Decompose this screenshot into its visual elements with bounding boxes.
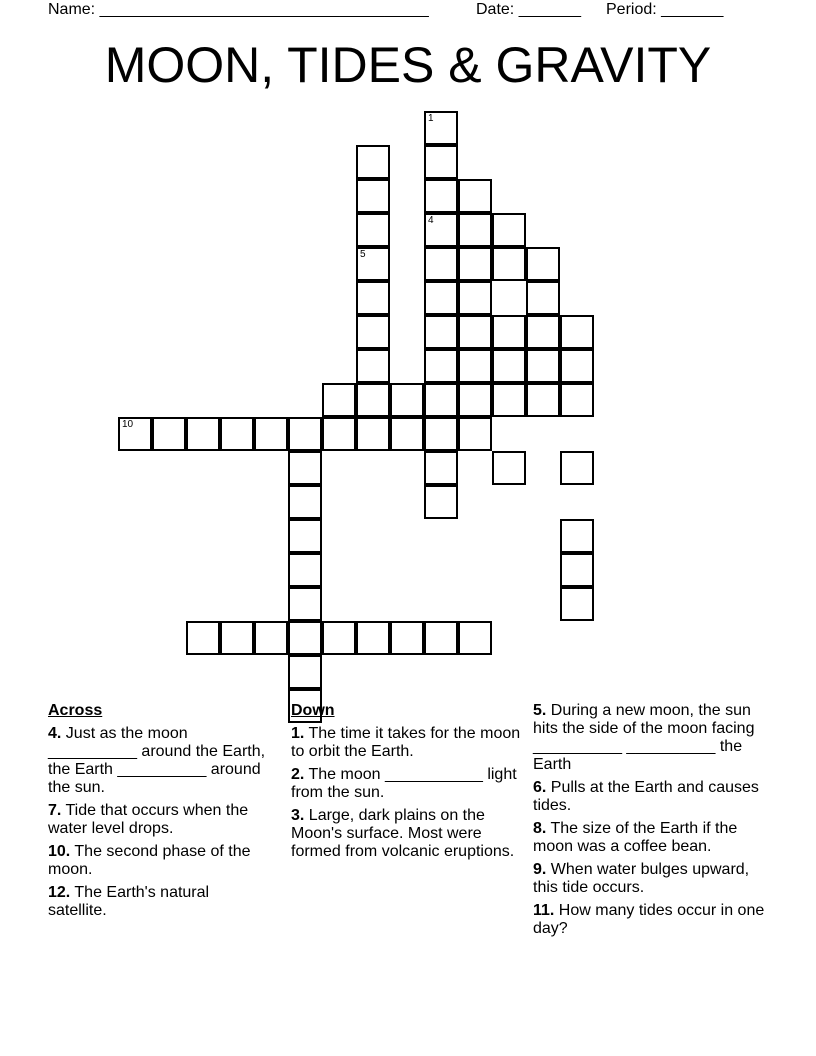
clue-number-label: 12. [48,884,71,901]
clue-number: 1 [428,112,434,124]
clue-item [291,766,523,802]
across-clues [48,702,270,925]
crossword-cell[interactable] [152,417,186,451]
crossword-cell[interactable] [492,451,526,485]
crossword-cell[interactable] [492,213,526,247]
clue-text: The size of the Earth if the moon was a coffee bean. [533,820,738,855]
crossword-cell[interactable] [356,621,390,655]
down-clues-continued [533,702,765,943]
clue-number-label: 4. [48,725,62,742]
crossword-cell[interactable] [424,281,458,315]
crossword-cell[interactable] [288,553,322,587]
period-field-label: Period: _______ [606,1,724,18]
crossword-cell[interactable] [424,179,458,213]
crossword-cell[interactable] [322,417,356,451]
crossword-cell[interactable] [526,315,560,349]
crossword-cell[interactable] [560,451,594,485]
crossword-cell[interactable] [424,315,458,349]
crossword-cell[interactable] [526,281,560,315]
crossword-cell[interactable] [458,315,492,349]
crossword-cell[interactable] [356,281,390,315]
name-field-label: Name: _____________________________________ [48,1,429,18]
crossword-cell[interactable] [560,383,594,417]
clue-number-label: 5. [533,702,547,719]
crossword-cell[interactable] [390,621,424,655]
crossword-cell[interactable] [458,383,492,417]
crossword-cell[interactable] [424,247,458,281]
crossword-cell[interactable] [560,587,594,621]
crossword-cell[interactable] [424,145,458,179]
crossword-cell[interactable] [254,621,288,655]
clue-item [48,884,270,920]
clue-text: Just as the moon __________ around the Earth, the Earth __________ around the sun. [48,725,266,796]
crossword-cell[interactable] [458,349,492,383]
clue-item [533,902,765,938]
clue-text: During a new moon, the sun hits the side of the moon facing __________ __________ the Earth [533,702,755,773]
crossword-cell[interactable] [288,587,322,621]
clue-text: The moon ___________ light from the sun. [291,766,517,801]
clue-number-label: 3. [291,807,305,824]
crossword-cell[interactable] [220,417,254,451]
across-heading: Across [48,702,103,719]
clue-number-label: 7. [48,802,62,819]
crossword-cell[interactable] [322,621,356,655]
clue-number: 5 [360,248,366,260]
crossword-cell[interactable] [492,247,526,281]
crossword-cell[interactable] [220,621,254,655]
crossword-cell[interactable] [390,383,424,417]
crossword-cell[interactable] [458,179,492,213]
crossword-cell[interactable] [186,417,220,451]
clue-text: Pulls at the Earth and causes tides. [533,779,759,814]
clue-item [48,802,270,838]
crossword-cell[interactable] [560,519,594,553]
crossword-cell[interactable] [458,213,492,247]
crossword-cell[interactable] [492,315,526,349]
crossword-cell[interactable] [424,451,458,485]
crossword-cell[interactable] [118,417,152,451]
crossword-cell[interactable] [560,315,594,349]
crossword-cell[interactable] [288,655,322,689]
crossword-cell[interactable] [356,383,390,417]
crossword-cell[interactable] [254,417,288,451]
clue-number-label: 11. [533,902,555,919]
clue-number-label: 8. [533,820,547,837]
crossword-cell[interactable] [356,145,390,179]
crossword-cell[interactable] [186,621,220,655]
crossword-cell[interactable] [526,247,560,281]
crossword-cell[interactable] [492,383,526,417]
crossword-cell[interactable] [526,349,560,383]
clue-item [291,807,523,861]
clue-number: 4 [428,214,434,226]
crossword-cell[interactable] [356,315,390,349]
clue-number-label: 9. [533,861,547,878]
clue-text: Tide that occurs when the water level drops. [48,802,249,837]
clue-item [533,861,765,897]
clue-text: The time it takes for the moon to orbit the Earth. [291,725,521,760]
crossword-cell[interactable] [356,349,390,383]
down-clues [291,702,523,866]
crossword-cell[interactable] [424,485,458,519]
crossword-cell[interactable] [356,179,390,213]
clue-number-label: 6. [533,779,547,796]
crossword-cell[interactable] [424,621,458,655]
crossword-cell[interactable] [424,111,458,145]
clue-text: How many tides occur in one day? [533,902,765,937]
clue-number-label: 2. [291,766,305,783]
clue-item [291,725,523,761]
crossword-cell[interactable] [288,417,322,451]
crossword-cell[interactable] [288,621,322,655]
clue-item [533,702,765,774]
crossword-cell[interactable] [288,485,322,519]
crossword-cell[interactable] [356,247,390,281]
date-field-label: Date: _______ [476,1,581,18]
crossword-cell[interactable] [424,383,458,417]
crossword-cell[interactable] [424,417,458,451]
clue-item [48,843,270,879]
crossword-cell[interactable] [560,349,594,383]
clue-item [533,779,765,815]
crossword-cell[interactable] [458,621,492,655]
crossword-cell[interactable] [560,553,594,587]
clue-item [533,820,765,856]
clue-text: The Earth's natural satellite. [48,884,210,919]
clue-number: 10 [122,418,134,430]
clue-number-label: 10. [48,843,71,860]
down-heading: Down [291,702,335,719]
crossword-cell[interactable] [492,349,526,383]
crossword-cell[interactable] [356,213,390,247]
crossword-cell[interactable] [458,247,492,281]
clue-number-label: 1. [291,725,305,742]
clue-text: Large, dark plains on the Moon's surface. Most were formed from volcanic eruptions. [291,807,515,860]
crossword-cell[interactable] [458,281,492,315]
clue-item [48,725,270,797]
crossword-cell[interactable] [424,213,458,247]
crossword-cell[interactable] [288,519,322,553]
clue-text: The second phase of the moon. [48,843,251,878]
crossword-cell[interactable] [322,383,356,417]
clue-text: When water bulges upward, this tide occurs. [533,861,750,896]
crossword-cell[interactable] [458,417,492,451]
page-title: MOON, TIDES & GRAVITY [104,37,712,93]
crossword-cell[interactable] [424,349,458,383]
crossword-cell[interactable] [288,451,322,485]
crossword-cell[interactable] [390,417,424,451]
crossword-cell[interactable] [356,417,390,451]
crossword-cell[interactable] [526,383,560,417]
